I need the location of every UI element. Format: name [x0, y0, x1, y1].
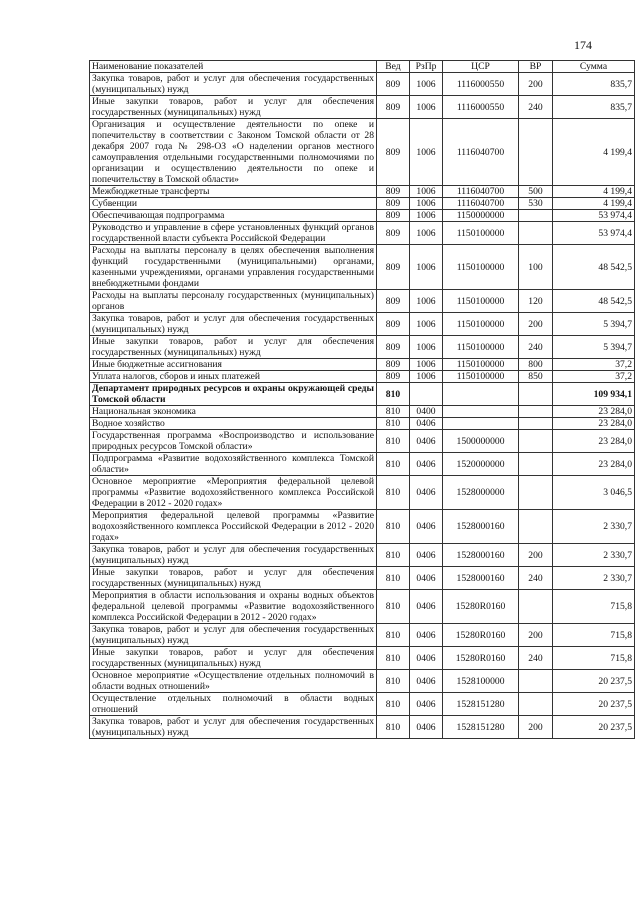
cell-ved: 809 — [377, 198, 410, 210]
cell-name: Межбюджетные трансферты — [90, 186, 377, 198]
table-row — [90, 313, 635, 336]
cell-sum: 3 046,5 — [553, 476, 635, 510]
cell-rzpr: 0406 — [410, 693, 443, 716]
table-row — [90, 198, 635, 210]
cell-csr: 1528000160 — [443, 567, 519, 590]
cell-vr: 200 — [519, 716, 553, 739]
cell-sum: 23 284,0 — [553, 406, 635, 418]
table-row — [90, 647, 635, 670]
cell-ved: 810 — [377, 544, 410, 567]
cell-vr: 200 — [519, 313, 553, 336]
table-row — [90, 430, 635, 453]
cell-ved: 810 — [377, 418, 410, 430]
cell-vr — [519, 418, 553, 430]
cell-ved: 810 — [377, 476, 410, 510]
header-csr: ЦСР — [443, 61, 519, 73]
table-row — [90, 590, 635, 624]
cell-name: Мероприятия федеральной целевой программы «Развитие водохозяйственного комплекса Российской Федерации в 2012 - 2020 годах» — [90, 510, 377, 544]
cell-sum: 37,2 — [553, 359, 635, 371]
cell-ved: 810 — [377, 406, 410, 418]
cell-name: Закупка товаров, работ и услуг для обеспечения государственных (муниципальных) нужд — [90, 544, 377, 567]
cell-sum: 23 284,0 — [553, 453, 635, 476]
table-row — [90, 544, 635, 567]
cell-csr: 1528000160 — [443, 510, 519, 544]
cell-sum: 835,7 — [553, 73, 635, 96]
cell-ved: 809 — [377, 96, 410, 119]
cell-vr — [519, 406, 553, 418]
cell-csr: 1116000550 — [443, 96, 519, 119]
budget-table — [89, 60, 635, 739]
cell-name: Иные закупки товаров, работ и услуг для обеспечения государственных (муниципальных) нужд — [90, 336, 377, 359]
cell-rzpr: 0406 — [410, 476, 443, 510]
cell-name: Водное хозяйство — [90, 418, 377, 430]
table-row — [90, 624, 635, 647]
cell-name: Уплата налогов, сборов и иных платежей — [90, 371, 377, 383]
cell-rzpr: 0406 — [410, 453, 443, 476]
cell-vr: 850 — [519, 371, 553, 383]
table-row — [90, 406, 635, 418]
cell-rzpr: 1006 — [410, 198, 443, 210]
header-vr: ВР — [519, 61, 553, 73]
cell-sum: 2 330,7 — [553, 544, 635, 567]
cell-rzpr — [410, 383, 443, 406]
cell-csr: 1150100000 — [443, 336, 519, 359]
header-sum: Сумма — [553, 61, 635, 73]
cell-ved: 809 — [377, 73, 410, 96]
cell-rzpr: 0406 — [410, 567, 443, 590]
cell-vr: 100 — [519, 245, 553, 290]
cell-csr: 1150000000 — [443, 210, 519, 222]
cell-vr — [519, 430, 553, 453]
table-row — [90, 418, 635, 430]
table-row — [90, 119, 635, 186]
cell-csr: 15280R0160 — [443, 647, 519, 670]
cell-csr: 1150100000 — [443, 222, 519, 245]
cell-sum: 48 542,5 — [553, 290, 635, 313]
cell-rzpr: 1006 — [410, 313, 443, 336]
cell-name: Иные бюджетные ассигнования — [90, 359, 377, 371]
cell-name: Департамент природных ресурсов и охраны окружающей среды Томской области — [90, 383, 377, 406]
cell-rzpr: 1006 — [410, 290, 443, 313]
cell-sum: 2 330,7 — [553, 510, 635, 544]
table-row — [90, 336, 635, 359]
cell-rzpr: 1006 — [410, 336, 443, 359]
cell-sum: 715,8 — [553, 647, 635, 670]
cell-csr: 1500000000 — [443, 430, 519, 453]
cell-ved: 810 — [377, 624, 410, 647]
table-row — [90, 670, 635, 693]
cell-ved: 810 — [377, 453, 410, 476]
cell-csr: 1150100000 — [443, 371, 519, 383]
cell-vr — [519, 476, 553, 510]
cell-sum: 4 199,4 — [553, 198, 635, 210]
cell-name: Закупка товаров, работ и услуг для обеспечения государственных (муниципальных) нужд — [90, 716, 377, 739]
cell-sum: 4 199,4 — [553, 119, 635, 186]
table-row — [90, 371, 635, 383]
cell-sum: 109 934,1 — [553, 383, 635, 406]
cell-rzpr: 0406 — [410, 716, 443, 739]
table-row — [90, 73, 635, 96]
table-row — [90, 567, 635, 590]
cell-name: Закупка товаров, работ и услуг для обеспечения государственных (муниципальных) нужд — [90, 313, 377, 336]
header-ved: Вед — [377, 61, 410, 73]
cell-vr — [519, 590, 553, 624]
table-row — [90, 245, 635, 290]
cell-name: Расходы на выплаты персоналу государственных (муниципальных) органов — [90, 290, 377, 313]
cell-name: Расходы на выплаты персоналу в целях обеспечения выполнения функций государственными (муниципальными) органами, казенными учреждениями, органами управления государственными внебюджетными фондами — [90, 245, 377, 290]
cell-name: Иные закупки товаров, работ и услуг для обеспечения государственных (муниципальных) нужд — [90, 567, 377, 590]
cell-rzpr: 0406 — [410, 590, 443, 624]
cell-csr: 1116000550 — [443, 73, 519, 96]
header-rzpr: РзПр — [410, 61, 443, 73]
cell-csr: 1116040700 — [443, 186, 519, 198]
cell-csr: 15280R0160 — [443, 590, 519, 624]
cell-vr: 500 — [519, 186, 553, 198]
cell-csr: 1520000000 — [443, 453, 519, 476]
cell-vr — [519, 453, 553, 476]
cell-rzpr: 1006 — [410, 96, 443, 119]
cell-rzpr: 0406 — [410, 647, 443, 670]
table-row — [90, 359, 635, 371]
cell-vr: 530 — [519, 198, 553, 210]
cell-vr — [519, 210, 553, 222]
cell-csr: 1150100000 — [443, 290, 519, 313]
cell-vr: 240 — [519, 96, 553, 119]
cell-name: Иные закупки товаров, работ и услуг для обеспечения государственных (муниципальных) нужд — [90, 647, 377, 670]
cell-rzpr: 1006 — [410, 371, 443, 383]
cell-vr — [519, 510, 553, 544]
cell-sum: 23 284,0 — [553, 418, 635, 430]
cell-vr — [519, 670, 553, 693]
cell-csr: 1528000160 — [443, 544, 519, 567]
cell-ved: 809 — [377, 336, 410, 359]
table-row — [90, 186, 635, 198]
cell-vr — [519, 119, 553, 186]
cell-sum: 20 237,5 — [553, 693, 635, 716]
page-number: 174 — [574, 38, 592, 52]
cell-ved: 810 — [377, 510, 410, 544]
cell-sum: 53 974,4 — [553, 222, 635, 245]
cell-sum: 715,8 — [553, 590, 635, 624]
cell-ved: 810 — [377, 567, 410, 590]
cell-sum: 20 237,5 — [553, 670, 635, 693]
cell-ved: 809 — [377, 371, 410, 383]
cell-rzpr: 1006 — [410, 210, 443, 222]
cell-name: Осуществление отдельных полномочий в области водных отношений — [90, 693, 377, 716]
cell-rzpr: 1006 — [410, 245, 443, 290]
cell-vr: 240 — [519, 336, 553, 359]
cell-sum: 835,7 — [553, 96, 635, 119]
cell-sum: 23 284,0 — [553, 430, 635, 453]
cell-ved: 810 — [377, 716, 410, 739]
cell-rzpr: 0406 — [410, 544, 443, 567]
cell-ved: 809 — [377, 186, 410, 198]
cell-name: Основное мероприятие «Мероприятия федеральной целевой программы «Развитие водохозяйственного комплекса Российской Федерации в 2012 - 2020 годах» — [90, 476, 377, 510]
cell-sum: 20 237,5 — [553, 716, 635, 739]
cell-sum: 5 394,7 — [553, 313, 635, 336]
cell-csr — [443, 418, 519, 430]
cell-ved: 810 — [377, 430, 410, 453]
cell-sum: 2 330,7 — [553, 567, 635, 590]
cell-vr: 240 — [519, 567, 553, 590]
cell-csr: 1116040700 — [443, 119, 519, 186]
cell-vr: 120 — [519, 290, 553, 313]
cell-ved: 809 — [377, 222, 410, 245]
cell-name: Закупка товаров, работ и услуг для обеспечения государственных (муниципальных) нужд — [90, 624, 377, 647]
cell-sum: 48 542,5 — [553, 245, 635, 290]
cell-rzpr: 0406 — [410, 624, 443, 647]
table-row — [90, 383, 635, 406]
cell-name: Мероприятия в области использования и охраны водных объектов федеральной целевой программы «Развитие водохозяйственного комплекса Российской Федерации в 2012 - 2020 годах» — [90, 590, 377, 624]
table-row — [90, 290, 635, 313]
cell-csr: 1116040700 — [443, 198, 519, 210]
cell-name: Руководство и управление в сфере установленных функций органов государственной власти субъекта Российской Федерации — [90, 222, 377, 245]
cell-rzpr: 0406 — [410, 510, 443, 544]
table-header-row — [90, 61, 635, 73]
cell-ved: 810 — [377, 693, 410, 716]
cell-csr: 1528100000 — [443, 670, 519, 693]
cell-name: Организация и осуществление деятельности по опеке и попечительству в соответствии с Законом Томской области от 28 декабря 2007 года № 298-ОЗ «О наделении органов местного самоуправления отдельными государственными полномочиями по организации и осуществлению деятельности по опеке и попечительству в Томской области» — [90, 119, 377, 186]
cell-name: Основное мероприятие «Осуществление отдельных полномочий в области водных отношений» — [90, 670, 377, 693]
cell-ved: 809 — [377, 245, 410, 290]
cell-csr — [443, 383, 519, 406]
cell-sum: 715,8 — [553, 624, 635, 647]
cell-vr — [519, 222, 553, 245]
cell-sum: 5 394,7 — [553, 336, 635, 359]
cell-csr: 1528151280 — [443, 716, 519, 739]
cell-sum: 37,2 — [553, 371, 635, 383]
cell-rzpr: 0400 — [410, 406, 443, 418]
table-row — [90, 510, 635, 544]
cell-sum: 53 974,4 — [553, 210, 635, 222]
cell-name: Государственная программа «Воспроизводство и использование природных ресурсов Томской области» — [90, 430, 377, 453]
cell-rzpr: 1006 — [410, 359, 443, 371]
cell-name: Иные закупки товаров, работ и услуг для обеспечения государственных (муниципальных) нужд — [90, 96, 377, 119]
cell-vr — [519, 383, 553, 406]
cell-ved: 810 — [377, 670, 410, 693]
cell-ved: 809 — [377, 290, 410, 313]
cell-csr: 1528151280 — [443, 693, 519, 716]
cell-sum: 4 199,4 — [553, 186, 635, 198]
cell-vr: 200 — [519, 544, 553, 567]
cell-ved: 809 — [377, 119, 410, 186]
header-name: Наименование показателей — [90, 61, 377, 73]
cell-rzpr: 1006 — [410, 119, 443, 186]
cell-csr: 1528000000 — [443, 476, 519, 510]
cell-name: Обеспечивающая подпрограмма — [90, 210, 377, 222]
table-row — [90, 476, 635, 510]
table-row — [90, 210, 635, 222]
cell-csr: 1150100000 — [443, 313, 519, 336]
cell-name: Закупка товаров, работ и услуг для обеспечения государственных (муниципальных) нужд — [90, 73, 377, 96]
cell-rzpr: 0406 — [410, 430, 443, 453]
cell-ved: 809 — [377, 313, 410, 336]
cell-vr — [519, 693, 553, 716]
table-row — [90, 222, 635, 245]
table-row — [90, 453, 635, 476]
cell-rzpr: 1006 — [410, 222, 443, 245]
table-row — [90, 716, 635, 739]
cell-vr: 200 — [519, 624, 553, 647]
cell-vr: 200 — [519, 73, 553, 96]
cell-ved: 809 — [377, 210, 410, 222]
cell-ved: 810 — [377, 647, 410, 670]
cell-vr: 240 — [519, 647, 553, 670]
table-row — [90, 96, 635, 119]
table-row — [90, 693, 635, 716]
cell-csr: 1150100000 — [443, 245, 519, 290]
cell-ved: 809 — [377, 359, 410, 371]
cell-name: Подпрограмма «Развитие водохозяйственного комплекса Томской области» — [90, 453, 377, 476]
cell-rzpr: 1006 — [410, 186, 443, 198]
cell-vr: 800 — [519, 359, 553, 371]
cell-csr — [443, 406, 519, 418]
cell-name: Национальная экономика — [90, 406, 377, 418]
cell-rzpr: 1006 — [410, 73, 443, 96]
cell-name: Субвенции — [90, 198, 377, 210]
cell-rzpr: 0406 — [410, 418, 443, 430]
cell-rzpr: 0406 — [410, 670, 443, 693]
cell-ved: 810 — [377, 590, 410, 624]
cell-csr: 15280R0160 — [443, 624, 519, 647]
cell-ved: 810 — [377, 383, 410, 406]
cell-csr: 1150100000 — [443, 359, 519, 371]
